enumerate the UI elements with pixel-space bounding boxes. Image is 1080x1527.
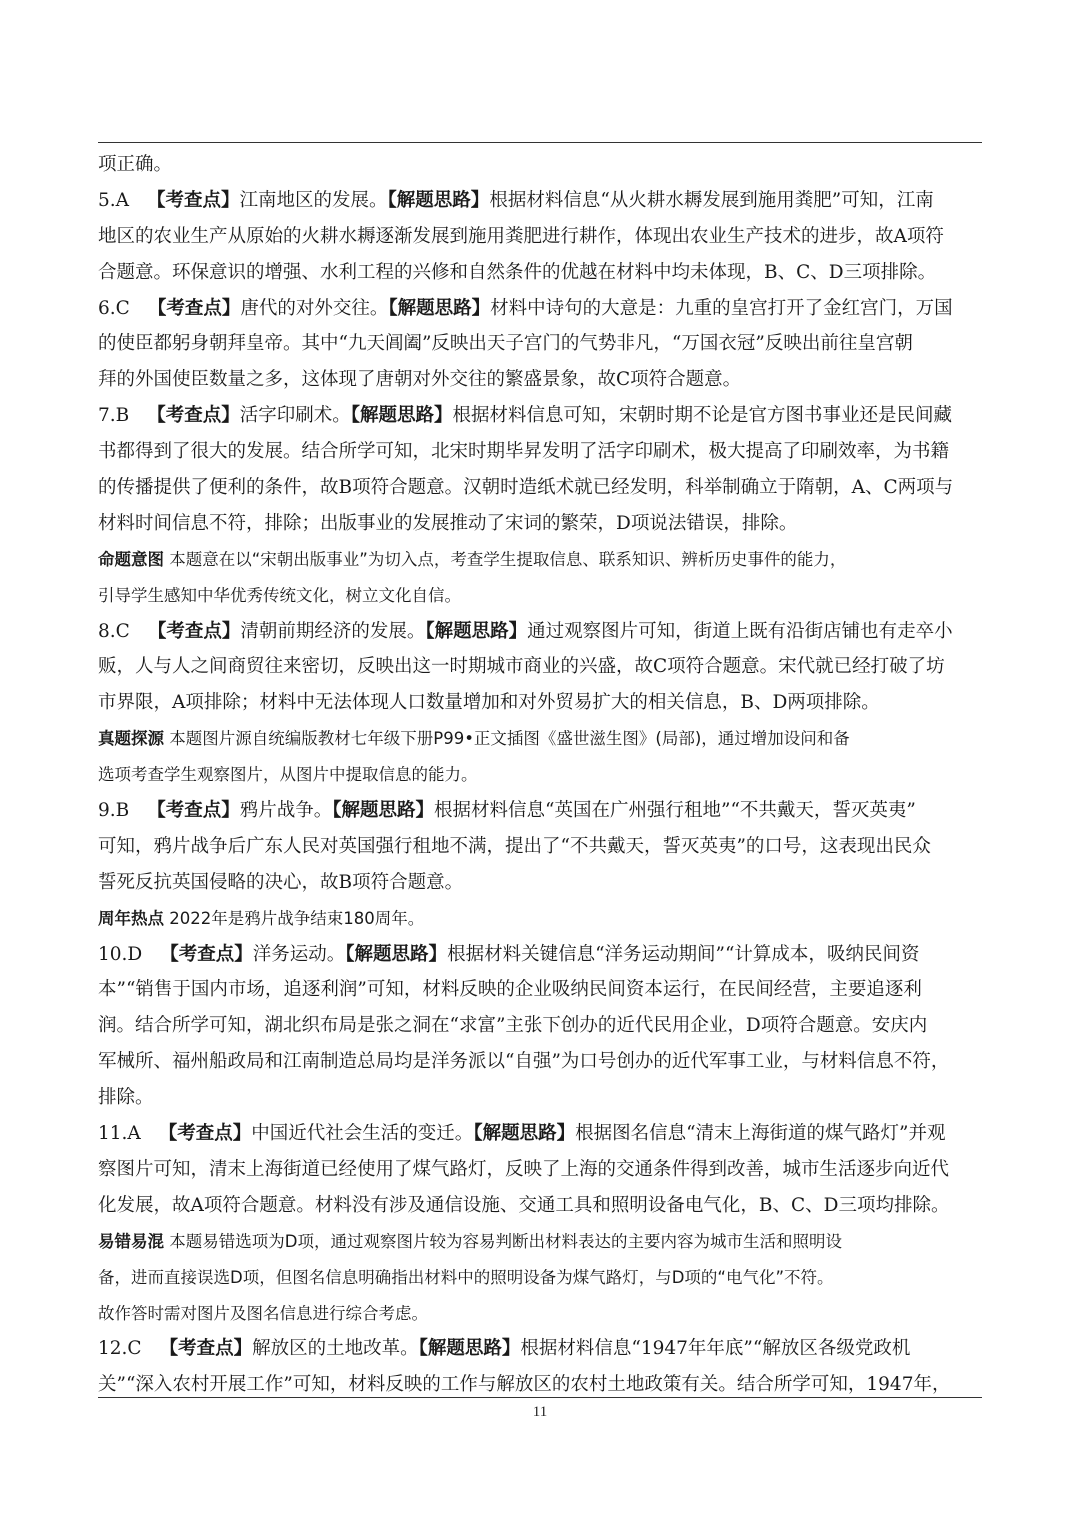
kaochadian-label: 【考查点】 [160, 943, 253, 965]
kaochadian-label: 【考查点】 [147, 800, 240, 822]
text-line: 的使臣都躬身朝拜皇帝。其中“九天阊阖”反映出天子宫门的气势非凡，“万国衣冠”反映出前往皇宫朝 [98, 333, 913, 355]
answer-number: 8.C [98, 620, 130, 642]
jieti-text: 根据材料信息“1947年年底”“解放区各级党政机 [520, 1338, 911, 1360]
text-line: 合题意。环保意识的增强、水利工程的兴修和自然条件的优越在材料中均未体现，B、C、D三项排除。 [98, 261, 937, 283]
jieti-text: 根据材料信息可知，宋朝时期不论是官方图书事业还是民间藏 [452, 405, 953, 427]
text-line: 贩，人与人之间商贸往来密切，反映出这一时期城市商业的兴盛，故C项符合题意。宋代就已经打破了坊 [98, 656, 945, 678]
kaochadian-label: 【考查点】 [147, 620, 241, 642]
page-number: 11 [532, 1404, 548, 1420]
answer-item-5 [98, 183, 982, 291]
jieti-text: 根据材料关键信息“洋务运动期间”“计算成本，吸纳民间资 [447, 943, 920, 965]
text-line: 材料时间信息不符，排除；出版事业的发展推动了宋词的繁荣，D项说法错误，排除。 [98, 512, 798, 534]
note-label: 真题探源 [98, 729, 164, 749]
header-rule [98, 142, 982, 143]
answer-item-10 [98, 937, 982, 1116]
kaochadian-text: 解放区的土地改革。 [252, 1338, 419, 1360]
jieti-text: 通过观察图片可知，街道上既有沿街店铺也有走卒小 [527, 620, 953, 642]
kaochadian-text: 洋务运动。 [252, 943, 346, 965]
jieti-label: 【解题思路】 [387, 189, 490, 211]
answer-item-7 [98, 398, 982, 542]
text-line: 市界限，A项排除；材料中无法体现人口数量增加和对外贸易扩大的相关信息，B、D两项排除。 [98, 692, 880, 714]
kaochadian-label: 【考查点】 [159, 1338, 253, 1360]
jieti-text: 根据材料信息“从火耕水耨发展到施用粪肥”可知，江南 [489, 189, 934, 211]
note-text: 本题图片源自统编版教材七年级下册P99•正文插图《盛世滋生图》(局部)，通过增加设问和备 [164, 729, 850, 749]
text-line: 关”“深入农村开展工作”可知，材料反映的工作与解放区的农村土地政策有关。结合所学可知，1947年， [98, 1374, 951, 1396]
footer-rule [98, 1397, 982, 1398]
answer-number: 6.C [98, 297, 130, 319]
answer-item-12 [98, 1331, 982, 1403]
kaochadian-text: 唐代的对外交往。 [240, 297, 389, 319]
jieti-label: 【解题思路】 [350, 405, 453, 427]
answer-item-11 [98, 1116, 982, 1224]
text-line: 拜的外国使臣数量之多，这体现了唐朝对外交往的繁盛景象，故C项符合题意。 [98, 369, 742, 391]
text-line: 本”“销售于国内市场，追逐利润”可知，材料反映的企业吸纳民间资本运行，在民间经营，主要追逐利 [98, 979, 922, 1001]
kaochadian-label: 【考查点】 [147, 189, 240, 211]
text-line: 项正确。 [98, 154, 173, 175]
note-mingti-yitu [98, 542, 982, 614]
jieti-label: 【解题思路】 [473, 1123, 576, 1145]
jieti-text: 根据材料信息“英国在广州强行租地”“不共戴天，誓灭英夷” [434, 800, 916, 822]
kaochadian-text: 中国近代社会生活的变迁。 [251, 1123, 474, 1145]
jieti-label: 【解题思路】 [418, 1338, 521, 1360]
kaochadian-text: 活字印刷术。 [239, 405, 351, 427]
text-line: 备，进而直接误选D项，但图名信息明确指出材料中的照明设备为煤气路灯，与D项的“电气化”不符。 [98, 1267, 834, 1287]
answer-number: 5.A [98, 189, 130, 211]
jieti-label: 【解题思路】 [332, 800, 435, 822]
note-text: 本题易错选项为D项，通过观察图片较为容易判断出材料表达的主要内容为城市生活和照明设 [164, 1231, 842, 1251]
answer-item-8 [98, 614, 982, 722]
note-label: 周年热点 [98, 908, 164, 928]
note-yicuo-yihun [98, 1224, 982, 1332]
text-line: 引导学生感知中华优秀传统文化，树立文化自信。 [98, 585, 461, 605]
text-line: 誓死反抗英国侵略的决心，故B项符合题意。 [98, 871, 464, 893]
note-zhenti-tanyuan [98, 721, 982, 793]
answer-item-6 [98, 291, 982, 399]
kaochadian-text: 清朝前期经济的发展。 [240, 620, 426, 642]
text-line: 排除。 [98, 1087, 154, 1109]
note-zhounian-redian [98, 901, 982, 937]
note-label: 命题意图 [98, 549, 164, 569]
jieti-label: 【解题思路】 [388, 297, 491, 319]
answer-number: 9.B [98, 800, 130, 822]
answer-item-9 [98, 793, 982, 901]
jieti-label: 【解题思路】 [425, 620, 528, 642]
text-line: 故作答时需对图片及图名信息进行综合考虑。 [98, 1303, 428, 1323]
text-line: 察图片可知，清末上海街道已经使用了煤气路灯，反映了上海的交通条件得到改善，城市生活逐步向近代 [98, 1158, 950, 1180]
text-line: 书都得到了很大的发展。结合所学可知，北宋时期毕昇发明了活字印刷术，极大提高了印刷效率，为书籍 [98, 441, 950, 463]
kaochadian-text: 鸦片战争。 [239, 800, 333, 822]
text-line: 军械所、福州船政局和江南制造总局均是洋务派以“自强”为口号创办的近代军事工业，与材料信息不符， [98, 1051, 950, 1073]
jieti-text: 材料中诗句的大意是：九重的皇宫打开了金红宫门，万国 [490, 297, 953, 319]
answer-number: 10.D [98, 943, 143, 965]
answer-explanations [98, 147, 982, 1403]
answer-number: 11.A [98, 1123, 141, 1145]
kaochadian-label: 【考查点】 [147, 297, 241, 319]
note-label: 易错易混 [98, 1231, 164, 1251]
text-line: 可知，鸦片战争后广东人民对英国强行租地不满，提出了“不共戴天，誓灭英夷”的口号，这表现出民众 [98, 835, 931, 857]
text-line: 润。结合所学可知，湖北织布局是张之洞在“求富”主张下创办的近代民用企业，D项符合题意。安庆内 [98, 1015, 928, 1037]
text-line: 地区的农业生产从原始的火耕水耨逐渐发展到施用粪肥进行耕作，体现出农业生产技术的进步，故A项符 [98, 225, 944, 247]
text-line: 选项考查学生观察图片，从图片中提取信息的能力。 [98, 765, 478, 785]
jieti-label: 【解题思路】 [345, 943, 448, 965]
kaochadian-text: 江南地区的发展。 [239, 189, 388, 211]
note-text: 2022年是鸦片战争结束180周年。 [164, 908, 425, 928]
answer-number: 7.B [98, 405, 130, 427]
answer-number: 12.C [98, 1338, 142, 1360]
kaochadian-label: 【考查点】 [158, 1123, 252, 1145]
text-line: 的传播提供了便利的条件，故B项符合题意。汉朝时造纸术就已经发明，科举制确立于隋朝，A、C两项与 [98, 477, 954, 499]
text-line: 化发展，故A项符合题意。材料没有涉及通信设施、交通工具和照明设备电气化，B、C、D三项均排除。 [98, 1194, 950, 1216]
jieti-text: 根据图名信息“清末上海街道的煤气路灯”并观 [575, 1123, 946, 1145]
note-text: 本题意在以“宋朝出版事业”为切入点，考查学生提取信息、联系知识、辨析历史事件的能力， [164, 549, 847, 569]
kaochadian-label: 【考查点】 [147, 405, 240, 427]
